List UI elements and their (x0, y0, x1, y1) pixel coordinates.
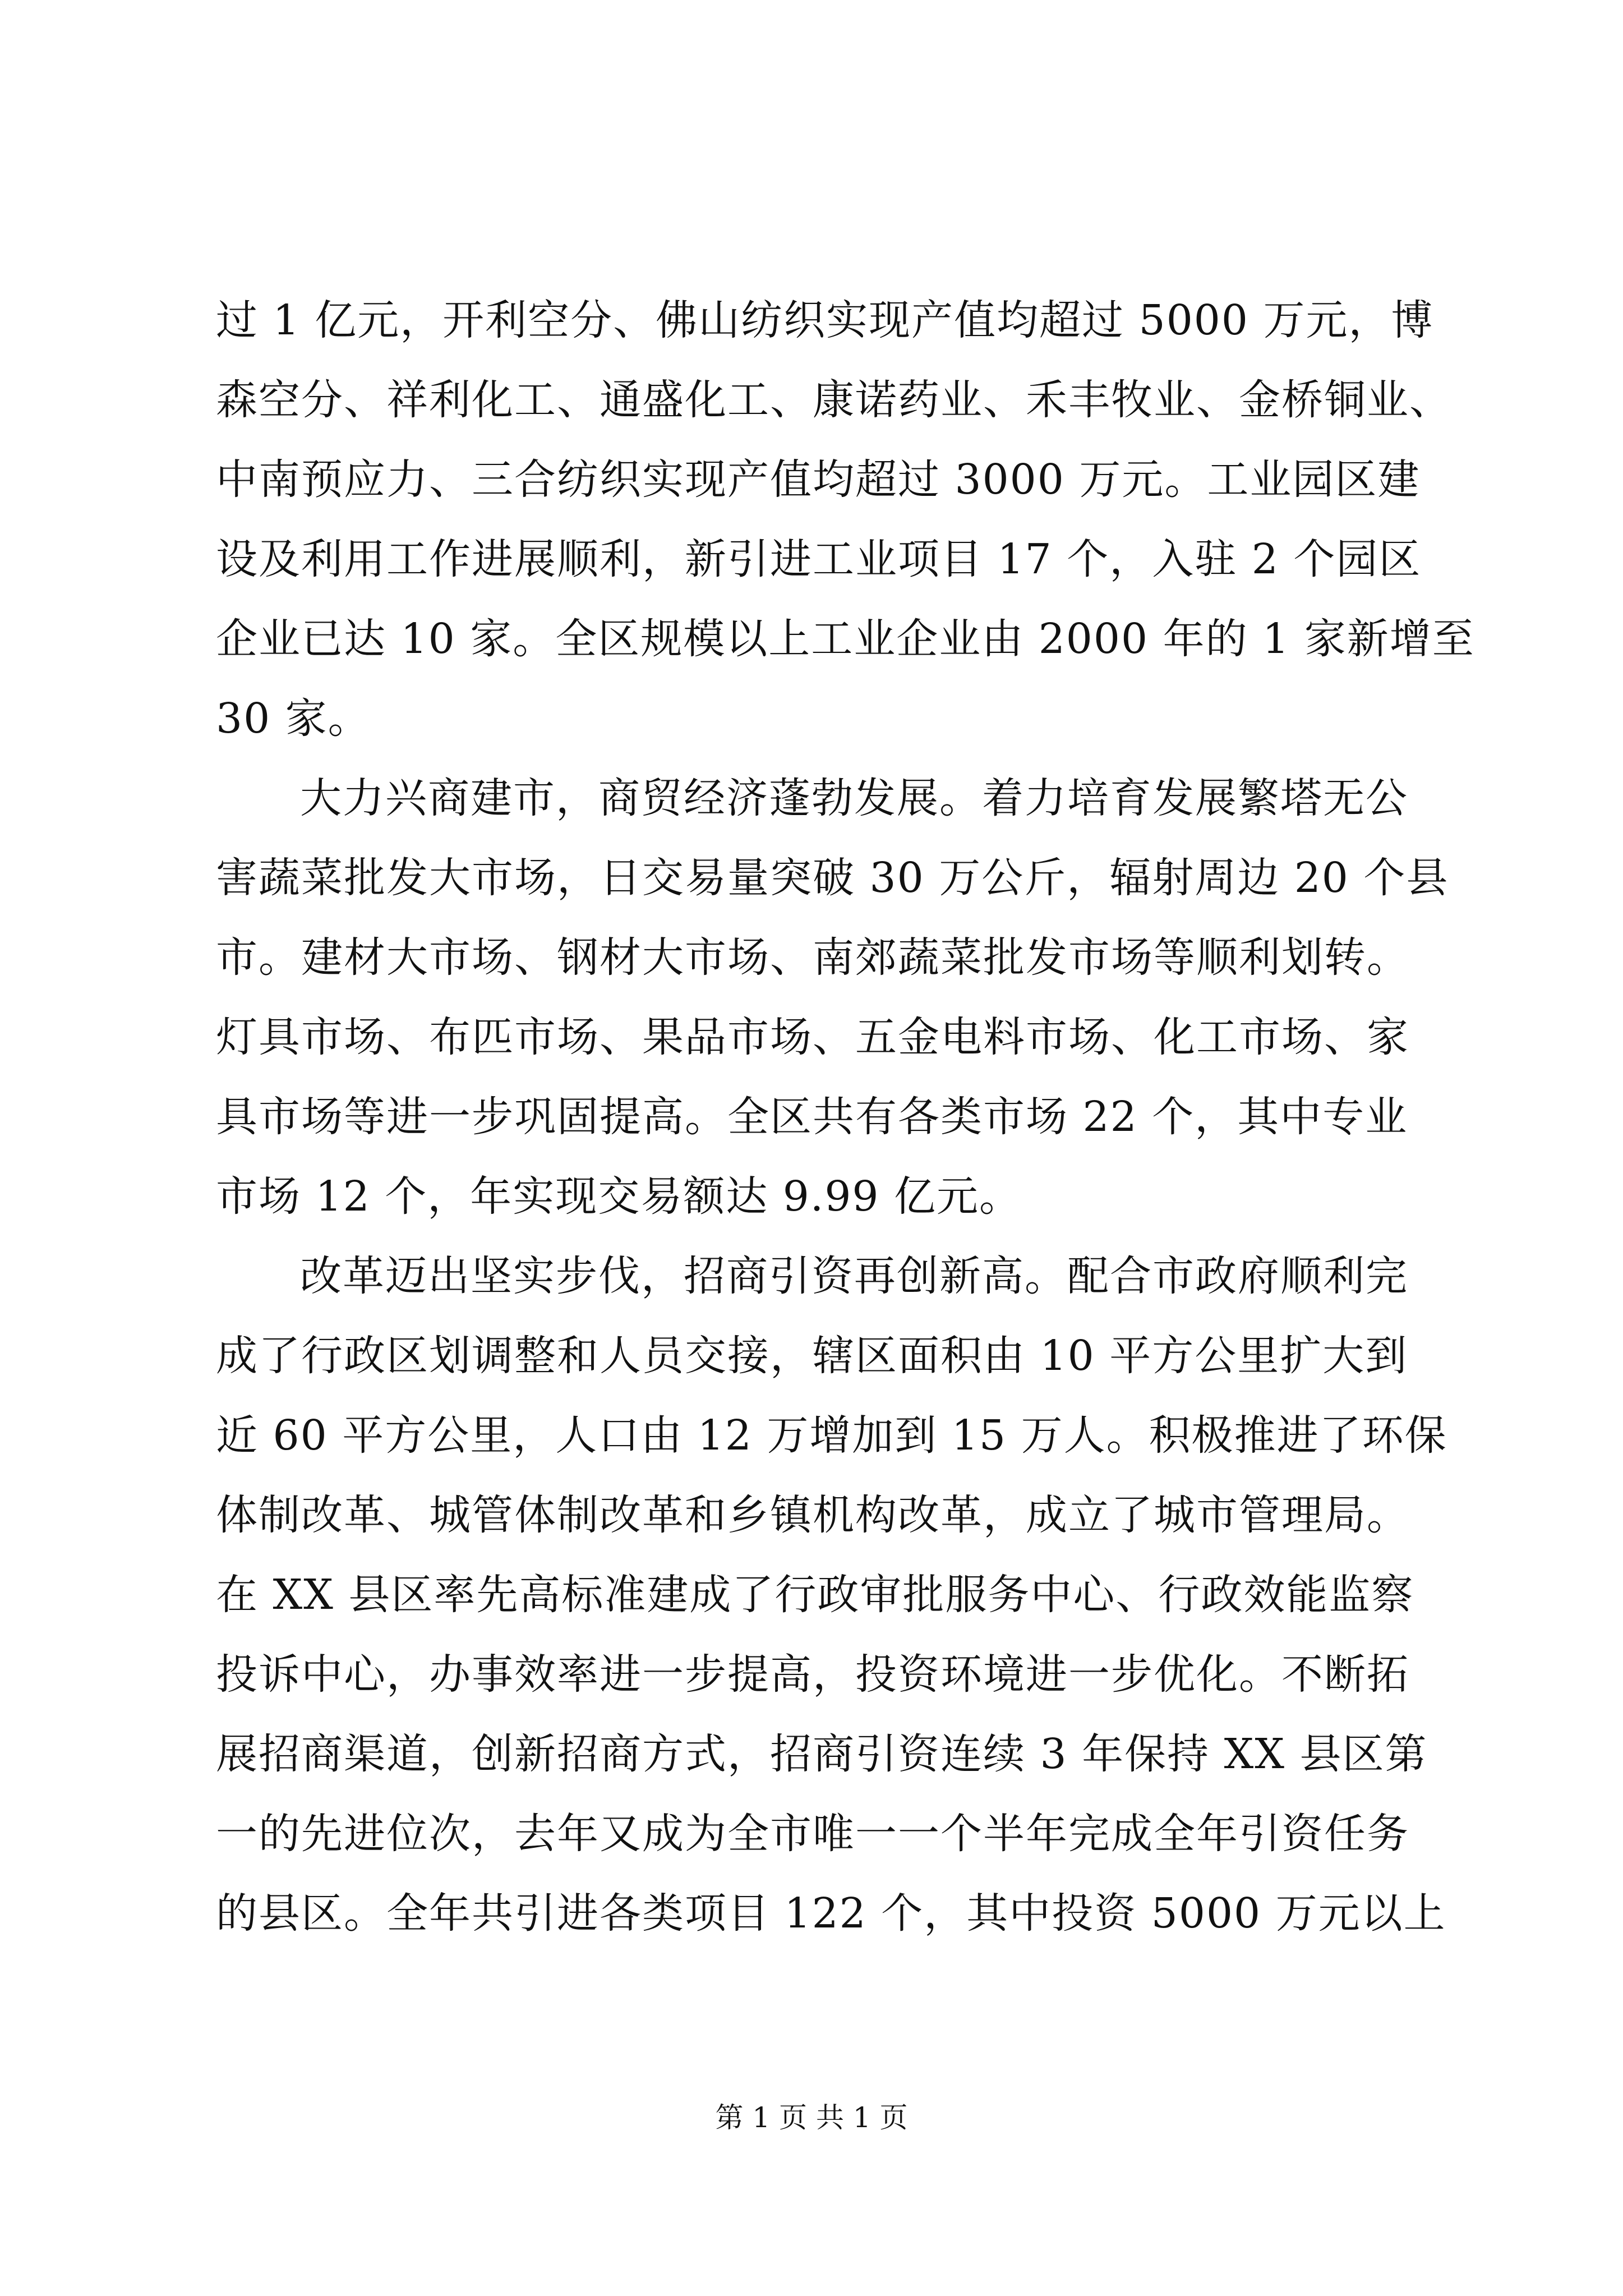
text-line: 近 60 平方公里，人口由 12 万增加到 15 万人。积极推进了环保 (216, 1411, 1447, 1460)
text-line: 30 家。 (216, 694, 371, 743)
text-line: 市场 12 个，年实现交易额达 9.99 亿元。 (216, 1172, 1022, 1221)
text-line: 设及利用工作进展顺利，新引进工业项目 17 个，入驻 2 个园区 (216, 535, 1422, 583)
text-line: 具市场等进一步巩固提高。全区共有各类市场 22 个，其中专业 (216, 1093, 1408, 1141)
text-line: 森空分、祥利化工、通盛化工、康诺药业、禾丰牧业、金桥铜业、 (216, 376, 1452, 424)
text-line: 在 XX 县区率先高标准建成了行政审批服务中心、行政效能监察 (216, 1571, 1414, 1619)
paragraph-industry (216, 280, 1475, 758)
text-line: 过 1 亿元，开利空分、佛山纺织实现产值均超过 5000 万元，博 (216, 296, 1434, 344)
text-line: 市。建材大市场、钢材大市场、南郊蔬菜批发市场等顺利划转。 (216, 933, 1409, 982)
text-line: 展招商渠道，创新招商方式，招商引资连续 3 年保持 XX 县区第 (216, 1730, 1428, 1778)
text-line: 的县区。全年共引进各类项目 122 个，其中投资 5000 万元以上 (216, 1889, 1446, 1938)
text-line: 企业已达 10 家。全区规模以上工业企业由 2000 年的 1 家新增至 (216, 615, 1475, 663)
text-line: 体制改革、城管体制改革和乡镇机构改革，成立了城市管理局。 (216, 1491, 1409, 1539)
paragraph-reform (216, 1236, 1447, 1953)
text-line: 一的先进位次，去年又成为全市唯一一个半年完成全年引资任务 (216, 1810, 1409, 1858)
text-line: 改革迈出坚实步伐，招商引资再创新高。配合市政府顺利完 (300, 1252, 1408, 1300)
page-number-footer: 第 1 页 共 1 页 (715, 2101, 908, 2134)
text-line: 投诉中心，办事效率进一步提高，投资环境进一步优化。不断拓 (216, 1650, 1409, 1699)
text-line: 大力兴商建市，商贸经济蓬勃发展。着力培育发展繁塔无公 (300, 774, 1408, 822)
paragraph-commerce (216, 758, 1449, 1236)
text-line: 中南预应力、三合纺织实现产值均超过 3000 万元。工业园区建 (216, 455, 1421, 504)
text-line: 害蔬菜批发大市场，日交易量突破 30 万公斤，辐射周边 20 个县 (216, 854, 1449, 902)
text-line: 灯具市场、布匹市场、果品市场、五金电料市场、化工市场、家 (216, 1013, 1409, 1061)
document-body (216, 280, 1475, 1953)
text-line: 成了行政区划调整和人员交接，辖区面积由 10 平方公里扩大到 (216, 1332, 1408, 1380)
